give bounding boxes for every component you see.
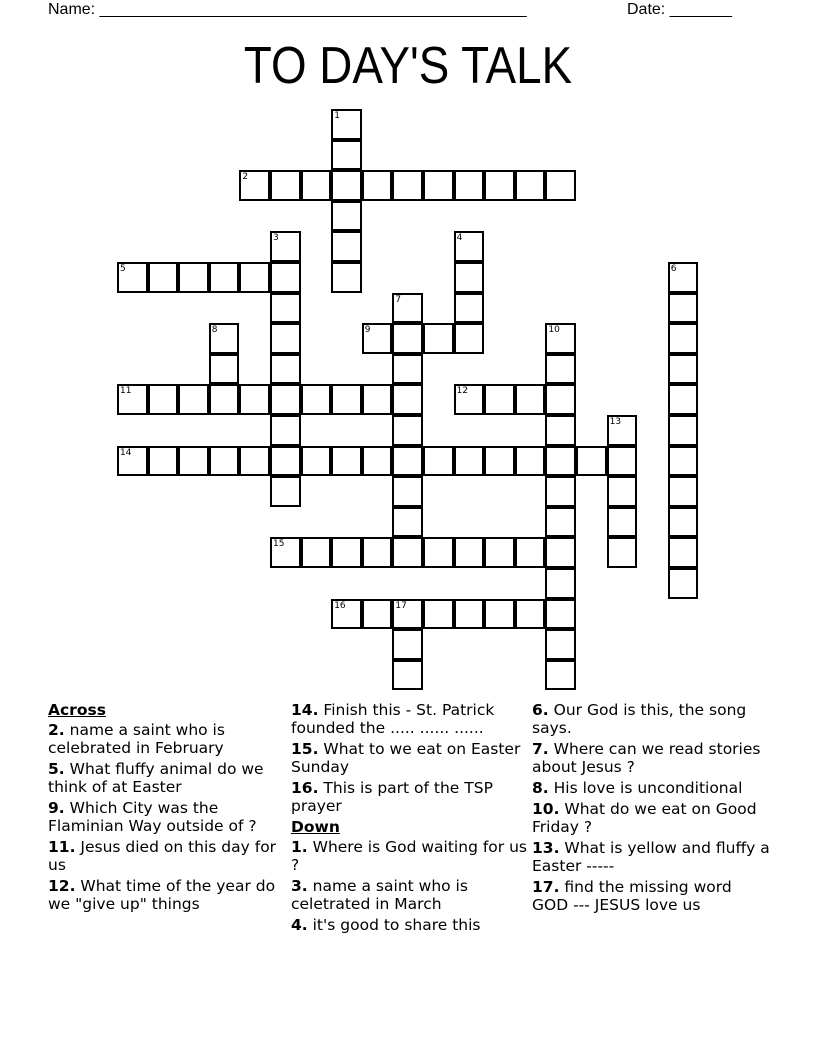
page-title: TO DAY'S TALK [243,37,573,95]
crossword-cell[interactable] [454,293,485,324]
crossword-cell[interactable] [270,293,301,324]
crossword-cell[interactable] [668,384,699,415]
crossword-cell[interactable] [270,476,301,507]
date-field-label: Date: _______ [627,1,732,18]
crossword-cell[interactable] [545,476,576,507]
clue-number: 6 [670,264,677,274]
clue-number: 10 [548,325,560,336]
clue-across-15: 15. What to we eat on Easter Sunday [291,740,521,776]
crossword-cell[interactable] [270,446,301,477]
clue-across-9: 9. Which City was the Flaminian Way outside of ? [48,799,257,835]
crossword-cell[interactable] [362,323,393,354]
crossword-cell[interactable] [270,415,301,446]
clue-column-3 [532,701,772,917]
crossword-cell[interactable] [515,599,546,630]
crossword-cell[interactable] [209,384,240,415]
clue-number: 2 [242,172,249,183]
crossword-cell[interactable] [392,476,423,507]
crossword-cell[interactable] [117,262,148,293]
crossword-cell[interactable] [178,446,209,477]
crossword-cell[interactable] [545,446,576,477]
crossword-cell[interactable] [454,231,485,262]
crossword-cell[interactable] [454,170,485,201]
crossword-cell[interactable] [668,507,699,538]
crossword-cell[interactable] [270,384,301,415]
crossword-cell[interactable] [545,170,576,201]
crossword-cell[interactable] [392,446,423,477]
clue-number: 9 [364,325,371,336]
crossword-cell[interactable] [515,170,546,201]
clue-number: 7 [395,294,402,305]
crossword-cell[interactable] [545,599,576,630]
clue-down-1: 1. Where is God waiting for us ? [291,838,527,874]
crossword-cell[interactable] [545,507,576,538]
crossword-cell[interactable] [545,415,576,446]
crossword-cell[interactable] [484,446,515,477]
crossword-cell[interactable] [331,140,362,171]
clue-number: 15 [273,539,285,550]
crossword-cell[interactable] [668,537,699,568]
crossword-cell[interactable] [270,262,301,293]
clue-number: 5 [120,264,126,274]
crossword-cell[interactable] [331,446,362,477]
clue-column-1 [48,701,288,916]
crossword-cell[interactable] [392,384,423,415]
clue-down-6: 6. Our God is this, the song says. [532,701,747,737]
crossword-cell[interactable] [209,262,240,293]
crossword-cell[interactable] [209,446,240,477]
crossword-cell[interactable] [239,446,270,477]
crossword-cell[interactable] [484,170,515,201]
crossword-cell[interactable] [454,384,485,415]
crossword-cell[interactable] [148,384,179,415]
crossword-cell[interactable] [392,323,423,354]
crossword-cell[interactable] [454,262,485,293]
crossword-cell[interactable] [576,446,607,477]
crossword-cell[interactable] [392,293,423,324]
clue-column-2 [291,701,531,937]
crossword-cell[interactable] [148,446,179,477]
clue-down-10: 10. What do we eat on Good Friday ? [532,800,757,836]
clue-number: 8 [211,325,218,336]
crossword-cell[interactable] [668,293,699,324]
crossword-cell[interactable] [178,262,209,293]
crossword-cell[interactable] [545,660,576,691]
crossword-cell[interactable] [454,599,485,630]
crossword-cell[interactable] [668,568,699,599]
crossword-cell[interactable] [362,384,393,415]
clue-number: 3 [273,233,279,244]
crossword-cell[interactable] [545,323,576,354]
clue-down-8: 8. His love is unconditional [532,779,743,797]
crossword-cell[interactable] [607,446,638,477]
crossword-cell[interactable] [270,537,301,568]
clue-across-14: 14. Finish this - St. Patrick founded the ..... ...... ...... [291,701,495,737]
crossword-cell[interactable] [392,170,423,201]
crossword-cell[interactable] [331,262,362,293]
clue-number: 12 [456,386,469,397]
clue-number: 4 [456,233,463,244]
crossword-cell[interactable] [392,599,423,630]
crossword-cell[interactable] [392,660,423,691]
crossword-cell[interactable] [301,384,332,415]
crossword-cell[interactable] [331,170,362,201]
crossword-cell[interactable] [423,599,454,630]
crossword-cell[interactable] [362,599,393,630]
crossword-cell[interactable] [301,537,332,568]
crossword-cell[interactable] [545,537,576,568]
clue-across-2: 2. name a saint who is celebrated in February [48,721,225,757]
crossword-cell[interactable] [515,384,546,415]
crossword-cell[interactable] [301,170,332,201]
clue-down-7: 7. Where can we read stories about Jesus ? [532,740,761,776]
crossword-cell[interactable] [362,537,393,568]
crossword-cell[interactable] [515,537,546,568]
crossword-cell[interactable] [148,262,179,293]
clue-number: 16 [334,600,346,611]
crossword-cell[interactable] [331,599,362,630]
crossword-cell[interactable] [607,537,638,568]
crossword-cell[interactable] [117,384,148,415]
crossword-cell[interactable] [607,507,638,538]
crossword-cell[interactable] [392,507,423,538]
crossword-cell[interactable] [362,446,393,477]
crossword-cell[interactable] [331,109,362,140]
crossword-cell[interactable] [270,354,301,385]
clue-across-16: 16. This is part of the TSP prayer [291,779,493,815]
crossword-cell[interactable] [239,384,270,415]
crossword-cell[interactable] [454,446,485,477]
crossword-cell[interactable] [117,446,148,477]
clue-down-3: 3. name a saint who is celetrated in March [291,877,468,913]
crossword-cell[interactable] [423,323,454,354]
crossword-cell[interactable] [209,354,240,385]
crossword-cell[interactable] [668,323,699,354]
crossword-cell[interactable] [178,384,209,415]
clue-number: 11 [120,386,132,397]
crossword-cell[interactable] [331,201,362,232]
crossword-cell[interactable] [209,323,240,354]
crossword-cell[interactable] [668,415,699,446]
crossword-cell[interactable] [331,537,362,568]
crossword-cell[interactable] [270,323,301,354]
crossword-cell[interactable] [392,629,423,660]
crossword-cell[interactable] [484,384,515,415]
crossword-cell[interactable] [607,415,638,446]
crossword-cell[interactable] [668,354,699,385]
crossword-cell[interactable] [392,415,423,446]
clue-down-13: 13. What is yellow and fluffy a Easter ----- [532,839,770,875]
crossword-cell[interactable] [392,537,423,568]
crossword-cell[interactable] [545,354,576,385]
name-field-label: Name: ________________________________________________ [48,1,527,18]
crossword-cell[interactable] [668,476,699,507]
crossword-cell[interactable] [362,170,393,201]
clue-number: 17 [395,600,407,611]
clue-across-5: 5. What fluffy animal do we think of at Easter [48,760,264,796]
crossword-cell[interactable] [668,262,699,293]
crossword-cell[interactable] [668,446,699,477]
crossword-cell[interactable] [423,537,454,568]
crossword-cell[interactable] [607,476,638,507]
crossword-cell[interactable] [484,537,515,568]
crossword-cell[interactable] [239,262,270,293]
clue-number: 14 [120,447,132,458]
crossword-cell[interactable] [423,170,454,201]
crossword-cell[interactable] [545,384,576,415]
clue-across-11: 11. Jesus died on this day for us [48,838,277,874]
across-heading: Across [48,701,106,719]
crossword-cell[interactable] [392,354,423,385]
crossword-cell[interactable] [423,446,454,477]
crossword-cell[interactable] [454,537,485,568]
crossword-cell[interactable] [239,170,270,201]
crossword-cell[interactable] [331,384,362,415]
clue-across-12: 12. What time of the year do we "give up" things [48,877,276,913]
crossword-cell[interactable] [515,446,546,477]
crossword-cell[interactable] [484,599,515,630]
crossword-cell[interactable] [301,446,332,477]
crossword-cell[interactable] [454,323,485,354]
clue-down-4: 4. it's good to share this [291,916,481,934]
crossword-cell[interactable] [331,231,362,262]
clue-down-17: 17. find the missing word GOD --- JESUS love us [532,878,732,914]
crossword-cell[interactable] [545,629,576,660]
crossword-cell[interactable] [545,568,576,599]
clue-number: 13 [609,417,622,427]
clue-number: 1 [334,111,340,121]
down-heading: Down [291,818,340,836]
crossword-cell[interactable] [270,170,301,201]
crossword-cell[interactable] [270,231,301,262]
